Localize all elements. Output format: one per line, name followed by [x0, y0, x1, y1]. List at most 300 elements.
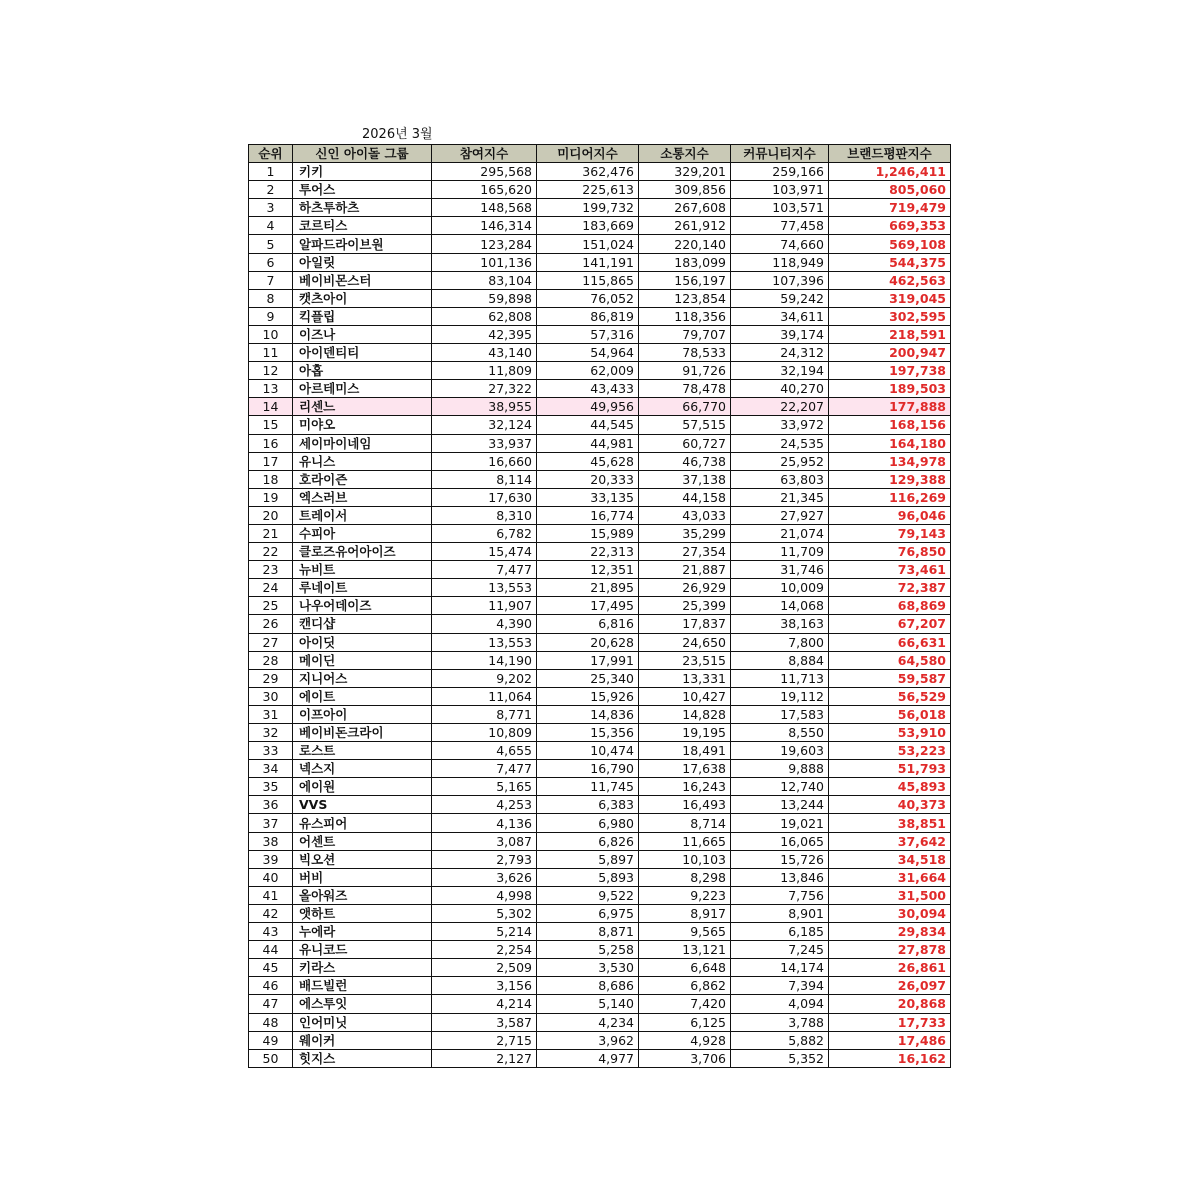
brand-index-cell: 26,861: [829, 959, 951, 977]
group-name-cell: 투어스: [293, 181, 432, 199]
community-cell: 21,074: [731, 524, 829, 542]
group-name-cell: 유니코드: [293, 941, 432, 959]
media-cell: 141,191: [537, 253, 639, 271]
participation-cell: 295,568: [432, 163, 537, 181]
community-cell: 19,021: [731, 814, 829, 832]
community-cell: 8,550: [731, 724, 829, 742]
brand-index-cell: 29,834: [829, 923, 951, 941]
table-row: [249, 832, 951, 850]
participation-cell: 101,136: [432, 253, 537, 271]
community-cell: 19,603: [731, 742, 829, 760]
communication-cell: 23,515: [639, 651, 731, 669]
communication-cell: 79,707: [639, 325, 731, 343]
brand-index-cell: 40,373: [829, 796, 951, 814]
media-cell: 199,732: [537, 199, 639, 217]
media-cell: 3,530: [537, 959, 639, 977]
community-cell: 15,726: [731, 850, 829, 868]
rank-cell: 10: [249, 325, 293, 343]
brand-index-cell: 544,375: [829, 253, 951, 271]
rank-cell: 17: [249, 452, 293, 470]
participation-cell: 4,655: [432, 742, 537, 760]
community-cell: 3,788: [731, 1013, 829, 1031]
brand-index-cell: 462,563: [829, 271, 951, 289]
table-row: [249, 235, 951, 253]
table-row: [249, 416, 951, 434]
header-community: 커뮤니티지수: [731, 145, 829, 163]
table-row: [249, 742, 951, 760]
communication-cell: 123,854: [639, 289, 731, 307]
group-name-cell: 하츠투하츠: [293, 199, 432, 217]
group-name-cell: 베이비몬스터: [293, 271, 432, 289]
participation-cell: 4,390: [432, 615, 537, 633]
brand-index-cell: 66,631: [829, 633, 951, 651]
rank-cell: 29: [249, 669, 293, 687]
media-cell: 151,024: [537, 235, 639, 253]
community-cell: 7,394: [731, 977, 829, 995]
rank-cell: 15: [249, 416, 293, 434]
rank-cell: 14: [249, 398, 293, 416]
rank-cell: 31: [249, 705, 293, 723]
participation-cell: 2,254: [432, 941, 537, 959]
participation-cell: 43,140: [432, 344, 537, 362]
media-cell: 15,926: [537, 687, 639, 705]
participation-cell: 13,553: [432, 579, 537, 597]
community-cell: 8,901: [731, 904, 829, 922]
group-name-cell: 에이트: [293, 687, 432, 705]
group-name-cell: 알파드라이브원: [293, 235, 432, 253]
community-cell: 77,458: [731, 217, 829, 235]
table-row: [249, 615, 951, 633]
media-cell: 5,140: [537, 995, 639, 1013]
media-cell: 115,865: [537, 271, 639, 289]
community-cell: 103,971: [731, 181, 829, 199]
rank-cell: 2: [249, 181, 293, 199]
community-cell: 25,952: [731, 452, 829, 470]
media-cell: 17,495: [537, 597, 639, 615]
communication-cell: 6,125: [639, 1013, 731, 1031]
rank-cell: 1: [249, 163, 293, 181]
table-row: [249, 362, 951, 380]
media-cell: 6,975: [537, 904, 639, 922]
brand-index-cell: 30,094: [829, 904, 951, 922]
table-row: [249, 579, 951, 597]
media-cell: 5,897: [537, 850, 639, 868]
media-cell: 5,893: [537, 868, 639, 886]
community-cell: 19,112: [731, 687, 829, 705]
brand-index-cell: 669,353: [829, 217, 951, 235]
media-cell: 6,826: [537, 832, 639, 850]
community-cell: 14,174: [731, 959, 829, 977]
media-cell: 4,234: [537, 1013, 639, 1031]
media-cell: 6,816: [537, 615, 639, 633]
media-cell: 17,991: [537, 651, 639, 669]
rank-cell: 38: [249, 832, 293, 850]
communication-cell: 10,103: [639, 850, 731, 868]
brand-index-cell: 96,046: [829, 506, 951, 524]
brand-index-cell: 197,738: [829, 362, 951, 380]
table-row: [249, 886, 951, 904]
participation-cell: 3,587: [432, 1013, 537, 1031]
media-cell: 25,340: [537, 669, 639, 687]
media-cell: 9,522: [537, 886, 639, 904]
media-cell: 21,895: [537, 579, 639, 597]
group-name-cell: 에스투잇: [293, 995, 432, 1013]
participation-cell: 2,793: [432, 850, 537, 868]
rank-cell: 32: [249, 724, 293, 742]
rank-cell: 9: [249, 307, 293, 325]
brand-index-cell: 218,591: [829, 325, 951, 343]
community-cell: 13,244: [731, 796, 829, 814]
table-row: [249, 325, 951, 343]
table-row: [249, 868, 951, 886]
table-row: [249, 344, 951, 362]
group-name-cell: 유니스: [293, 452, 432, 470]
communication-cell: 4,928: [639, 1031, 731, 1049]
communication-cell: 78,533: [639, 344, 731, 362]
brand-index-cell: 20,868: [829, 995, 951, 1013]
table-row: [249, 488, 951, 506]
media-cell: 225,613: [537, 181, 639, 199]
group-name-cell: VVS: [293, 796, 432, 814]
rank-cell: 33: [249, 742, 293, 760]
brand-index-cell: 1,246,411: [829, 163, 951, 181]
media-cell: 44,981: [537, 434, 639, 452]
brand-index-cell: 805,060: [829, 181, 951, 199]
rank-cell: 22: [249, 543, 293, 561]
group-name-cell: 배드빌런: [293, 977, 432, 995]
participation-cell: 2,715: [432, 1031, 537, 1049]
rank-cell: 42: [249, 904, 293, 922]
header-communication: 소통지수: [639, 145, 731, 163]
rank-cell: 23: [249, 561, 293, 579]
table-row: [249, 669, 951, 687]
rank-cell: 36: [249, 796, 293, 814]
table-row: [249, 959, 951, 977]
rank-cell: 3: [249, 199, 293, 217]
table-row: [249, 651, 951, 669]
rank-cell: 39: [249, 850, 293, 868]
community-cell: 6,185: [731, 923, 829, 941]
group-name-cell: 캔디샵: [293, 615, 432, 633]
rank-cell: 8: [249, 289, 293, 307]
group-name-cell: 넥스지: [293, 760, 432, 778]
table-row: [249, 561, 951, 579]
communication-cell: 66,770: [639, 398, 731, 416]
group-name-cell: 키라스: [293, 959, 432, 977]
media-cell: 16,774: [537, 506, 639, 524]
community-cell: 24,312: [731, 344, 829, 362]
participation-cell: 11,064: [432, 687, 537, 705]
community-cell: 10,009: [731, 579, 829, 597]
brand-index-cell: 17,486: [829, 1031, 951, 1049]
media-cell: 22,313: [537, 543, 639, 561]
group-name-cell: 올아워즈: [293, 886, 432, 904]
participation-cell: 10,809: [432, 724, 537, 742]
group-name-cell: 세이마이네임: [293, 434, 432, 452]
group-name-cell: 수피아: [293, 524, 432, 542]
media-cell: 15,989: [537, 524, 639, 542]
participation-cell: 59,898: [432, 289, 537, 307]
rank-cell: 19: [249, 488, 293, 506]
rank-cell: 30: [249, 687, 293, 705]
media-cell: 49,956: [537, 398, 639, 416]
media-cell: 5,258: [537, 941, 639, 959]
group-name-cell: 로스트: [293, 742, 432, 760]
participation-cell: 11,809: [432, 362, 537, 380]
communication-cell: 46,738: [639, 452, 731, 470]
communication-cell: 13,121: [639, 941, 731, 959]
media-cell: 3,962: [537, 1031, 639, 1049]
communication-cell: 156,197: [639, 271, 731, 289]
communication-cell: 329,201: [639, 163, 731, 181]
communication-cell: 11,665: [639, 832, 731, 850]
media-cell: 45,628: [537, 452, 639, 470]
brand-index-cell: 73,461: [829, 561, 951, 579]
community-cell: 34,611: [731, 307, 829, 325]
table-row: [249, 199, 951, 217]
brand-index-cell: 56,018: [829, 705, 951, 723]
brand-index-cell: 67,207: [829, 615, 951, 633]
group-name-cell: 루네이트: [293, 579, 432, 597]
table-row: [249, 524, 951, 542]
media-cell: 11,745: [537, 778, 639, 796]
participation-cell: 5,302: [432, 904, 537, 922]
media-cell: 14,836: [537, 705, 639, 723]
community-cell: 4,094: [731, 995, 829, 1013]
communication-cell: 118,356: [639, 307, 731, 325]
rank-cell: 12: [249, 362, 293, 380]
community-cell: 59,242: [731, 289, 829, 307]
communication-cell: 35,299: [639, 524, 731, 542]
participation-cell: 8,114: [432, 470, 537, 488]
participation-cell: 13,553: [432, 633, 537, 651]
media-cell: 43,433: [537, 380, 639, 398]
rank-cell: 40: [249, 868, 293, 886]
rank-cell: 41: [249, 886, 293, 904]
community-cell: 17,583: [731, 705, 829, 723]
rank-cell: 24: [249, 579, 293, 597]
community-cell: 32,194: [731, 362, 829, 380]
participation-cell: 33,937: [432, 434, 537, 452]
communication-cell: 37,138: [639, 470, 731, 488]
communication-cell: 7,420: [639, 995, 731, 1013]
community-cell: 11,709: [731, 543, 829, 561]
media-cell: 33,135: [537, 488, 639, 506]
communication-cell: 44,158: [639, 488, 731, 506]
communication-cell: 220,140: [639, 235, 731, 253]
community-cell: 27,927: [731, 506, 829, 524]
group-name-cell: 캣츠아이: [293, 289, 432, 307]
communication-cell: 21,887: [639, 561, 731, 579]
table-row: [249, 760, 951, 778]
brand-index-cell: 164,180: [829, 434, 951, 452]
rank-cell: 45: [249, 959, 293, 977]
table-row: [249, 1013, 951, 1031]
communication-cell: 19,195: [639, 724, 731, 742]
community-cell: 13,846: [731, 868, 829, 886]
rank-cell: 49: [249, 1031, 293, 1049]
table-row: [249, 977, 951, 995]
rank-cell: 26: [249, 615, 293, 633]
participation-cell: 123,284: [432, 235, 537, 253]
brand-index-cell: 116,269: [829, 488, 951, 506]
rank-cell: 18: [249, 470, 293, 488]
community-cell: 5,882: [731, 1031, 829, 1049]
participation-cell: 8,310: [432, 506, 537, 524]
header-media: 미디어지수: [537, 145, 639, 163]
community-cell: 8,884: [731, 651, 829, 669]
communication-cell: 17,837: [639, 615, 731, 633]
group-name-cell: 앳하트: [293, 904, 432, 922]
rank-cell: 20: [249, 506, 293, 524]
table-row: [249, 398, 951, 416]
brand-index-cell: 134,978: [829, 452, 951, 470]
group-name-cell: 빅오션: [293, 850, 432, 868]
table-row: [249, 543, 951, 561]
brand-index-cell: 59,587: [829, 669, 951, 687]
participation-cell: 6,782: [432, 524, 537, 542]
table-body: [249, 163, 951, 1068]
brand-index-cell: 17,733: [829, 1013, 951, 1031]
participation-cell: 146,314: [432, 217, 537, 235]
brand-index-cell: 189,503: [829, 380, 951, 398]
participation-cell: 83,104: [432, 271, 537, 289]
participation-cell: 5,214: [432, 923, 537, 941]
participation-cell: 14,190: [432, 651, 537, 669]
rank-cell: 37: [249, 814, 293, 832]
participation-cell: 5,165: [432, 778, 537, 796]
brand-index-cell: 16,162: [829, 1049, 951, 1067]
communication-cell: 13,331: [639, 669, 731, 687]
community-cell: 12,740: [731, 778, 829, 796]
table-row: [249, 181, 951, 199]
table-row: [249, 597, 951, 615]
group-name-cell: 어센트: [293, 832, 432, 850]
group-name-cell: 인어미닛: [293, 1013, 432, 1031]
community-cell: 7,245: [731, 941, 829, 959]
community-cell: 107,396: [731, 271, 829, 289]
participation-cell: 2,127: [432, 1049, 537, 1067]
brand-index-cell: 76,850: [829, 543, 951, 561]
participation-cell: 4,998: [432, 886, 537, 904]
communication-cell: 183,099: [639, 253, 731, 271]
community-cell: 9,888: [731, 760, 829, 778]
community-cell: 21,345: [731, 488, 829, 506]
communication-cell: 60,727: [639, 434, 731, 452]
participation-cell: 4,136: [432, 814, 537, 832]
communication-cell: 27,354: [639, 543, 731, 561]
participation-cell: 32,124: [432, 416, 537, 434]
rank-cell: 50: [249, 1049, 293, 1067]
communication-cell: 9,565: [639, 923, 731, 941]
brand-index-cell: 319,045: [829, 289, 951, 307]
participation-cell: 42,395: [432, 325, 537, 343]
brand-index-cell: 177,888: [829, 398, 951, 416]
table-caption: 2026년 3월: [362, 127, 433, 142]
rank-cell: 16: [249, 434, 293, 452]
rank-cell: 21: [249, 524, 293, 542]
brand-index-cell: 168,156: [829, 416, 951, 434]
table-row: [249, 687, 951, 705]
rank-cell: 13: [249, 380, 293, 398]
community-cell: 40,270: [731, 380, 829, 398]
table-row: [249, 452, 951, 470]
media-cell: 57,316: [537, 325, 639, 343]
media-cell: 20,333: [537, 470, 639, 488]
rank-cell: 4: [249, 217, 293, 235]
table-row: [249, 778, 951, 796]
brand-index-cell: 31,664: [829, 868, 951, 886]
participation-cell: 148,568: [432, 199, 537, 217]
participation-cell: 2,509: [432, 959, 537, 977]
media-cell: 8,686: [537, 977, 639, 995]
table-row: [249, 253, 951, 271]
communication-cell: 3,706: [639, 1049, 731, 1067]
media-cell: 4,977: [537, 1049, 639, 1067]
media-cell: 6,980: [537, 814, 639, 832]
communication-cell: 10,427: [639, 687, 731, 705]
group-name-cell: 웨이커: [293, 1031, 432, 1049]
rank-cell: 34: [249, 760, 293, 778]
community-cell: 38,163: [731, 615, 829, 633]
group-name-cell: 호라이즌: [293, 470, 432, 488]
communication-cell: 16,243: [639, 778, 731, 796]
rank-cell: 6: [249, 253, 293, 271]
table-row: [249, 1031, 951, 1049]
communication-cell: 18,491: [639, 742, 731, 760]
communication-cell: 8,714: [639, 814, 731, 832]
table-row: [249, 470, 951, 488]
group-name-cell: 지니어스: [293, 669, 432, 687]
rank-cell: 27: [249, 633, 293, 651]
group-name-cell: 나우어데이즈: [293, 597, 432, 615]
media-cell: 183,669: [537, 217, 639, 235]
community-cell: 39,174: [731, 325, 829, 343]
community-cell: 33,972: [731, 416, 829, 434]
table-row: [249, 307, 951, 325]
communication-cell: 78,478: [639, 380, 731, 398]
participation-cell: 11,907: [432, 597, 537, 615]
rank-cell: 25: [249, 597, 293, 615]
group-name-cell: 에이원: [293, 778, 432, 796]
communication-cell: 25,399: [639, 597, 731, 615]
group-name-cell: 코르티스: [293, 217, 432, 235]
community-cell: 11,713: [731, 669, 829, 687]
media-cell: 62,009: [537, 362, 639, 380]
table-row: [249, 380, 951, 398]
table-row: [249, 1049, 951, 1067]
community-cell: 7,756: [731, 886, 829, 904]
table-row: [249, 289, 951, 307]
group-name-cell: 아르테미스: [293, 380, 432, 398]
rank-cell: 46: [249, 977, 293, 995]
brand-index-cell: 72,387: [829, 579, 951, 597]
group-name-cell: 이프아이: [293, 705, 432, 723]
brand-index-cell: 68,869: [829, 597, 951, 615]
group-name-cell: 이즈나: [293, 325, 432, 343]
brand-index-cell: 38,851: [829, 814, 951, 832]
table-row: [249, 814, 951, 832]
group-name-cell: 키키: [293, 163, 432, 181]
participation-cell: 7,477: [432, 760, 537, 778]
communication-cell: 26,929: [639, 579, 731, 597]
group-name-cell: 아일릿: [293, 253, 432, 271]
brand-index-cell: 302,595: [829, 307, 951, 325]
participation-cell: 8,771: [432, 705, 537, 723]
participation-cell: 4,214: [432, 995, 537, 1013]
communication-cell: 8,298: [639, 868, 731, 886]
communication-cell: 17,638: [639, 760, 731, 778]
